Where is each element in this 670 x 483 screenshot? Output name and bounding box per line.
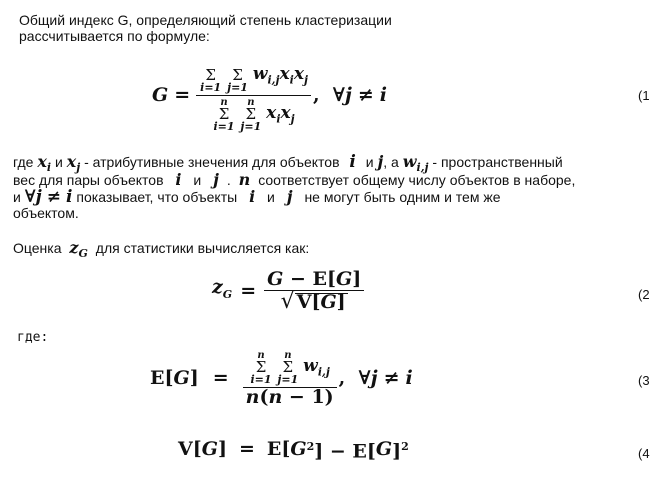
where-line-3: и ∀j ≠ i показывает, что объекты i и j не могут быть одним и тем же	[13, 187, 501, 207]
equation-number-3: (3	[638, 373, 650, 388]
intro-line-2: рассчитывается по формуле:	[19, 28, 210, 44]
where-line-2: вес для пары объектов i и j . n соответствует общему числу объектов в наборе,	[13, 170, 576, 189]
z-intro: Оценка $z_G$ для статистики вычисляется как:	[13, 238, 310, 261]
equation-number-1: (1	[638, 88, 650, 103]
formula-zg: $z_G$ = $\frac{G - E[G]}{√ V[G]}$	[212, 260, 364, 322]
formula-vg: V[ G ] = E[ G $^2$] − E[ G ]$^2$	[178, 437, 409, 463]
intro-line-1: Общий индекс G, определяющий степень кластеризации	[19, 12, 392, 28]
where-2: где:	[17, 330, 49, 345]
formula-eg: E[ G ] = n Σ i=1 n Σ j=1 $w_{i,j}$ n(n − 1) , ∀ j ≠ i	[150, 349, 413, 408]
equation-number-2: (2	[638, 287, 650, 302]
equation-number-4: (4	[638, 446, 650, 461]
where-line-1: где $x_i$ и $x_j$ - атрибутивные знeчения для объектов i и j, а $w_{i,j}$ - пространственный	[13, 152, 563, 175]
where-line-4: объектом.	[13, 205, 79, 221]
formula-g: G = Σ i=1 Σ j=1 $w_{i,j}x_ix_j$ n Σ i=1 n Σ j=1 $x_ix_j$ , ∀ j ≠ i	[152, 64, 387, 133]
